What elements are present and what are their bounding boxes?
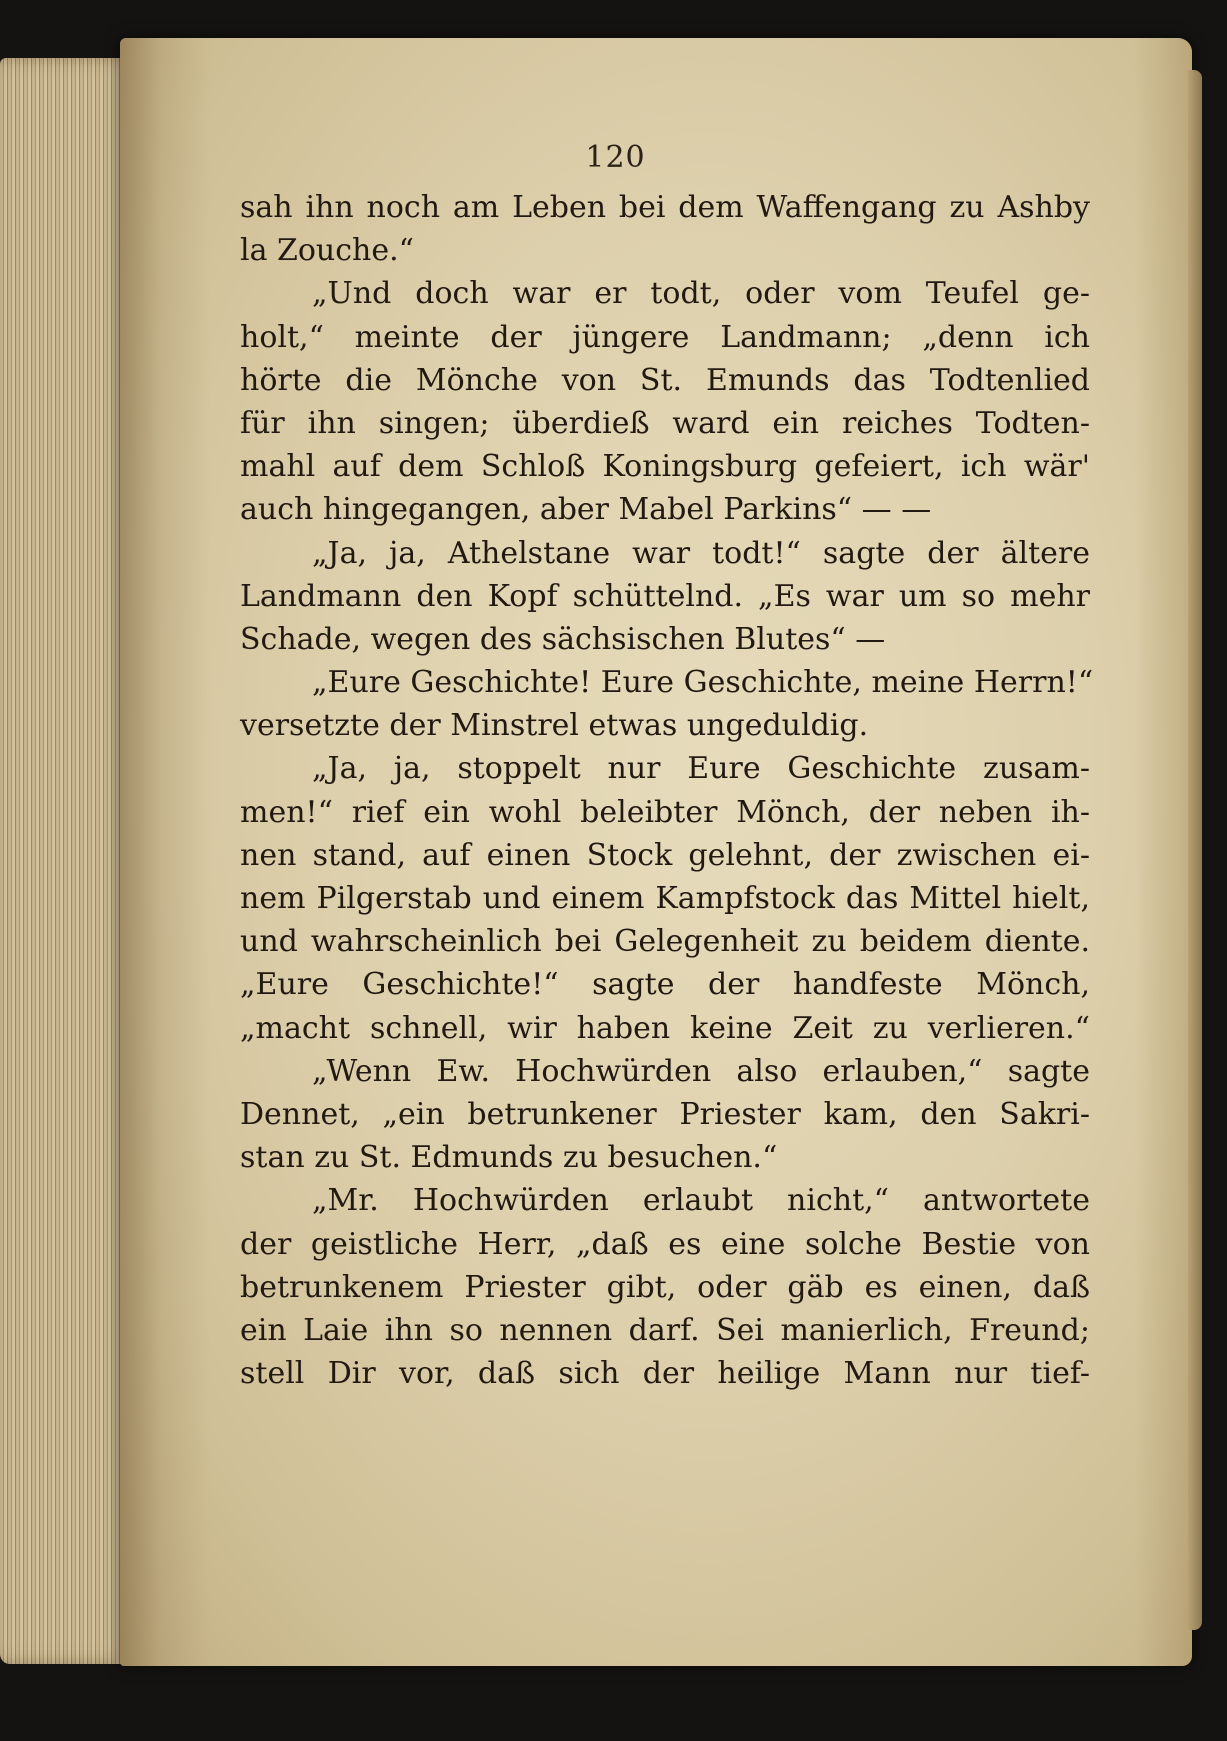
text-line: Landmann den Kopf schüttelnd. „Es war um so mehr [240,578,1090,614]
text-line: la Zouche.“ [240,233,414,269]
text-line: und wahrscheinlich bei Gelegenheit zu beidem diente. [240,924,1090,960]
text-line: „Ja, ja, Athelstane war todt!“ sagte der ältere [312,535,1090,571]
text-line: „Ja, ja, stoppelt nur Eure Geschichte zusam- [312,751,1090,787]
text-line: „Eure Geschichte! Eure Geschichte, meine Herrn!“ [312,665,1094,701]
text-line: sah ihn noch am Leben bei dem Waffengang zu Ashby [240,190,1090,225]
text-line: hörte die Mönche von St. Emunds das Todtenlied [240,362,1090,398]
text-line: stell Dir vor, daß sich der heilige Mann nur tief- [240,1356,1090,1392]
text-line: „Und doch war er todt, oder vom Teufel ge- [312,276,1090,312]
text-line: men!“ rief ein wohl beleibter Mönch, der neben ih- [240,794,1090,830]
body-text [240,186,1094,1395]
text-line: auch hingegangen, aber Mabel Parkins“ — — [240,492,932,528]
text-line: für ihn singen; überdieß ward ein reiches Todten- [240,405,1090,441]
text-line: nen stand, auf einen Stock gelehnt, der zwischen ei- [240,837,1090,873]
text-line: ein Laie ihn so nennen darf. Sei manierlich, Freund; [240,1312,1090,1348]
page-number: 120 [585,140,646,175]
text-line: „Wenn Ew. Hochwürden also erlauben,“ sagte [312,1053,1090,1089]
right-page-edge [1188,70,1202,1630]
text-line: holt,“ meinte der jüngere Landmann; „denn ich [240,319,1090,355]
text-line: mahl auf dem Schloß Koningsburg gefeiert, ich wär' [240,449,1090,485]
text-line: versetzte der Minstrel etwas ungeduldig. [240,708,869,744]
text-line: Schade, wegen des sächsischen Blutes“ — [240,621,886,657]
text-line: „Eure Geschichte!“ sagte der handfeste Mönch, [240,967,1090,1003]
text-line: „Mr. Hochwürden erlaubt nicht,“ antwortete [312,1183,1090,1219]
gutter-shadow [120,38,210,1666]
text-line: Dennet, „ein betrunkener Priester kam, den Sakri- [240,1096,1090,1132]
text-line: „macht schnell, wir haben keine Zeit zu verlieren.“ [240,1010,1090,1046]
text-line: stan zu St. Edmunds zu besuchen.“ [240,1140,778,1176]
text-line: nem Pilgerstab und einem Kampfstock das Mittel hielt, [240,881,1090,916]
text-line: der geistliche Herr, „daß es eine solche Bestie von [240,1226,1090,1262]
page-edge-shadow [1135,38,1192,1666]
text-line: betrunkenem Priester gibt, oder gäb es einen, daß [240,1269,1090,1305]
